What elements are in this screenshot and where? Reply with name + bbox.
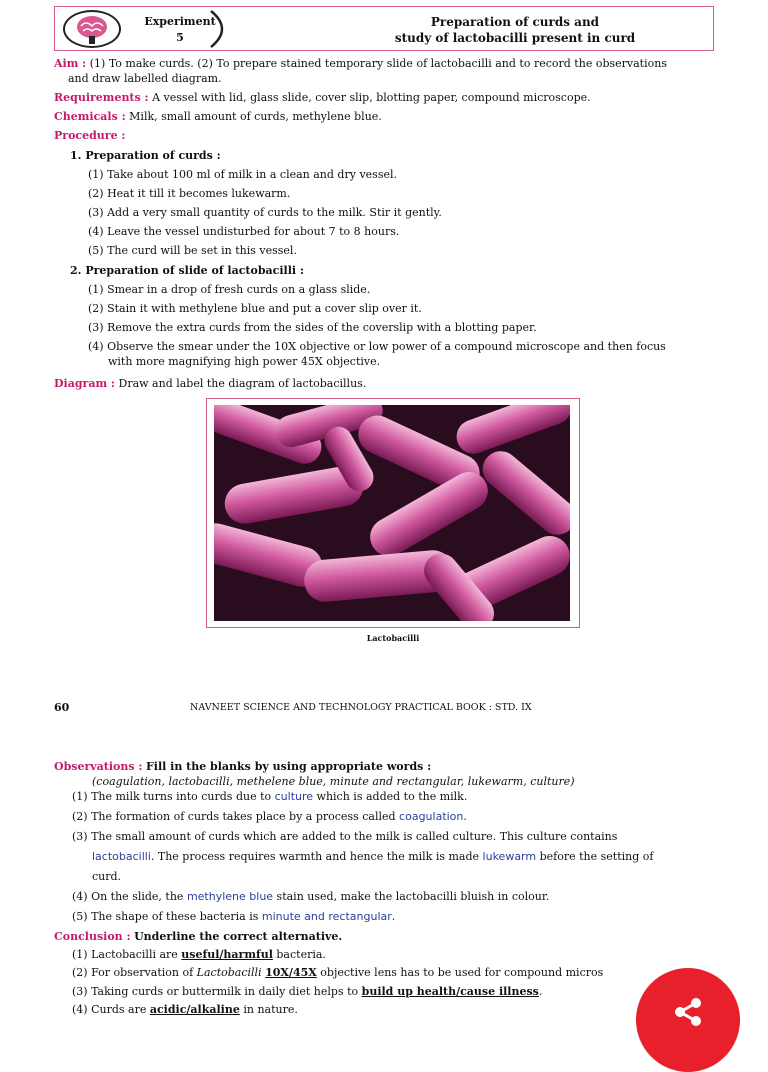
answer-text: lukewarm — [482, 850, 537, 863]
conclusion-instruction: Underline the correct alternative. — [134, 930, 343, 943]
observations-label: Observations : — [54, 760, 143, 773]
page-title — [355, 14, 675, 46]
lactobacilli-micrograph-frame — [206, 398, 580, 628]
experiment-number: 5 — [176, 31, 184, 44]
observations-heading — [54, 760, 431, 774]
chemicals — [54, 110, 382, 124]
word-bank: (coagulation, lactobacilli, methelene blue, minute and rectangular, lukewarm, culture) — [92, 775, 575, 788]
item-text: in nature. — [239, 1003, 298, 1016]
aim-text: (1) To make curds. (2) To prepare stained temporary slide of lactobacilli and to record the observations — [89, 57, 667, 70]
procedure-step: (1) Smear in a drop of fresh curds on a glass slide. — [88, 283, 371, 296]
option-text: build up health/cause illness — [361, 985, 539, 998]
diagram-text: Draw and label the diagram of lactobacillus. — [118, 377, 367, 390]
experiment-label — [135, 14, 225, 46]
share-icon — [668, 992, 708, 1032]
item-text: . The process requires warmth and hence the milk is made — [150, 850, 483, 863]
item-text: bacteria. — [272, 948, 326, 961]
conclusion-label: Conclusion : — [54, 930, 131, 943]
procedure-step: (4) Observe the smear under the 10X objective or low power of a compound microscope and then focus — [88, 340, 666, 353]
procedure-section-1-title: 1. Preparation of curds : — [70, 149, 221, 162]
item-text: (4) Curds are — [72, 1003, 150, 1016]
item-text: which is added to the milk. — [313, 790, 468, 803]
requirements-label: Requirements : — [54, 91, 149, 104]
observation-item-continued — [92, 850, 653, 864]
chemicals-label: Chemicals : — [54, 110, 126, 123]
diagram-label: Diagram : — [54, 377, 115, 390]
aim-line-2: and draw labelled diagram. — [68, 72, 222, 85]
observation-item — [72, 810, 467, 824]
answer-text: methylene blue — [186, 890, 274, 903]
item-text: . — [391, 910, 396, 923]
experiment-header — [54, 6, 714, 51]
item-text: stain used, make the lactobacilli bluish in colour. — [273, 890, 550, 903]
answer-text: minute and rectangular — [261, 910, 392, 923]
book-title: NAVNEET SCIENCE AND TECHNOLOGY PRACTICAL BOOK : STD. IX — [190, 702, 532, 713]
page-number: 60 — [54, 701, 70, 714]
procedure-section-2-title: 2. Preparation of slide of lactobacilli : — [70, 264, 304, 277]
procedure-step-continued: with more magnifying high power 45X objective. — [108, 355, 381, 368]
item-text: (3) Taking curds or buttermilk in daily diet helps to — [72, 985, 362, 998]
conclusion-item — [72, 985, 542, 999]
procedure-step: (2) Heat it till it becomes lukewarm. — [88, 187, 291, 200]
option-text: acidic/alkaline — [149, 1003, 240, 1016]
item-text: (2) The formation of curds takes place by a process called — [72, 810, 400, 823]
observation-item — [72, 890, 549, 904]
item-text: (2) For observation of — [72, 966, 197, 979]
experiment-text: Experiment — [144, 15, 216, 28]
item-text: (1) The milk turns into curds due to — [72, 790, 275, 803]
lactobacilli-micrograph-image — [214, 405, 570, 621]
observation-item: (3) The small amount of curds which are added to the milk is called culture. This culture contains — [72, 830, 618, 843]
item-text: . — [538, 985, 543, 998]
procedure-step: (2) Stain it with methylene blue and put a cover slip over it. — [88, 302, 422, 315]
answer-text: culture — [274, 790, 314, 803]
observation-item-continued: curd. — [92, 870, 122, 883]
observation-item — [72, 910, 395, 924]
item-text: (5) The shape of these bacteria is — [72, 910, 262, 923]
observations-instruction: Fill in the blanks by using appropriate words : — [145, 760, 432, 773]
title-line-2: study of lactobacilli present in curd — [394, 31, 636, 45]
conclusion-item — [72, 948, 326, 962]
item-text: before the setting of — [536, 850, 654, 863]
answer-text: lactobacilli — [92, 850, 151, 863]
option-text: useful/harmful — [181, 948, 273, 961]
requirements-text: A vessel with lid, glass slide, cover slip, blotting paper, compound microscope. — [152, 91, 591, 104]
item-text: Lactobacilli — [196, 966, 262, 979]
procedure-step: (3) Add a very small quantity of curds to the milk. Stir it gently. — [88, 206, 442, 219]
conclusion-heading — [54, 930, 342, 944]
item-text: objective lens has to be used for compound micros — [316, 966, 604, 979]
conclusion-item — [72, 966, 603, 980]
procedure-step: (4) Leave the vessel undisturbed for about 7 to 8 hours. — [88, 225, 400, 238]
chemicals-text: Milk, small amount of curds, methylene blue. — [129, 110, 382, 123]
procedure-step: (3) Remove the extra curds from the sides of the coverslip with a blotting paper. — [88, 321, 537, 334]
procedure-label: Procedure : — [54, 129, 126, 142]
share-button[interactable] — [636, 968, 740, 1072]
aim-label: Aim : — [54, 57, 87, 70]
brain-logo-icon — [63, 10, 121, 48]
item-text: (4) On the slide, the — [72, 890, 187, 903]
observation-item — [72, 790, 467, 804]
requirements — [54, 91, 591, 105]
option-text: 10X/45X — [265, 966, 317, 979]
procedure-step: (5) The curd will be set in this vessel. — [88, 244, 297, 257]
diagram — [54, 377, 366, 391]
item-text: (1) Lactobacilli are — [72, 948, 182, 961]
item-text: . — [463, 810, 467, 823]
title-line-1: Preparation of curds and — [430, 15, 600, 29]
image-caption: Lactobacilli — [366, 633, 420, 643]
answer-text: coagulation — [399, 810, 464, 823]
aim-line-1 — [54, 57, 667, 71]
procedure-step: (1) Take about 100 ml of milk in a clean and dry vessel. — [88, 168, 397, 181]
conclusion-item — [72, 1003, 298, 1017]
